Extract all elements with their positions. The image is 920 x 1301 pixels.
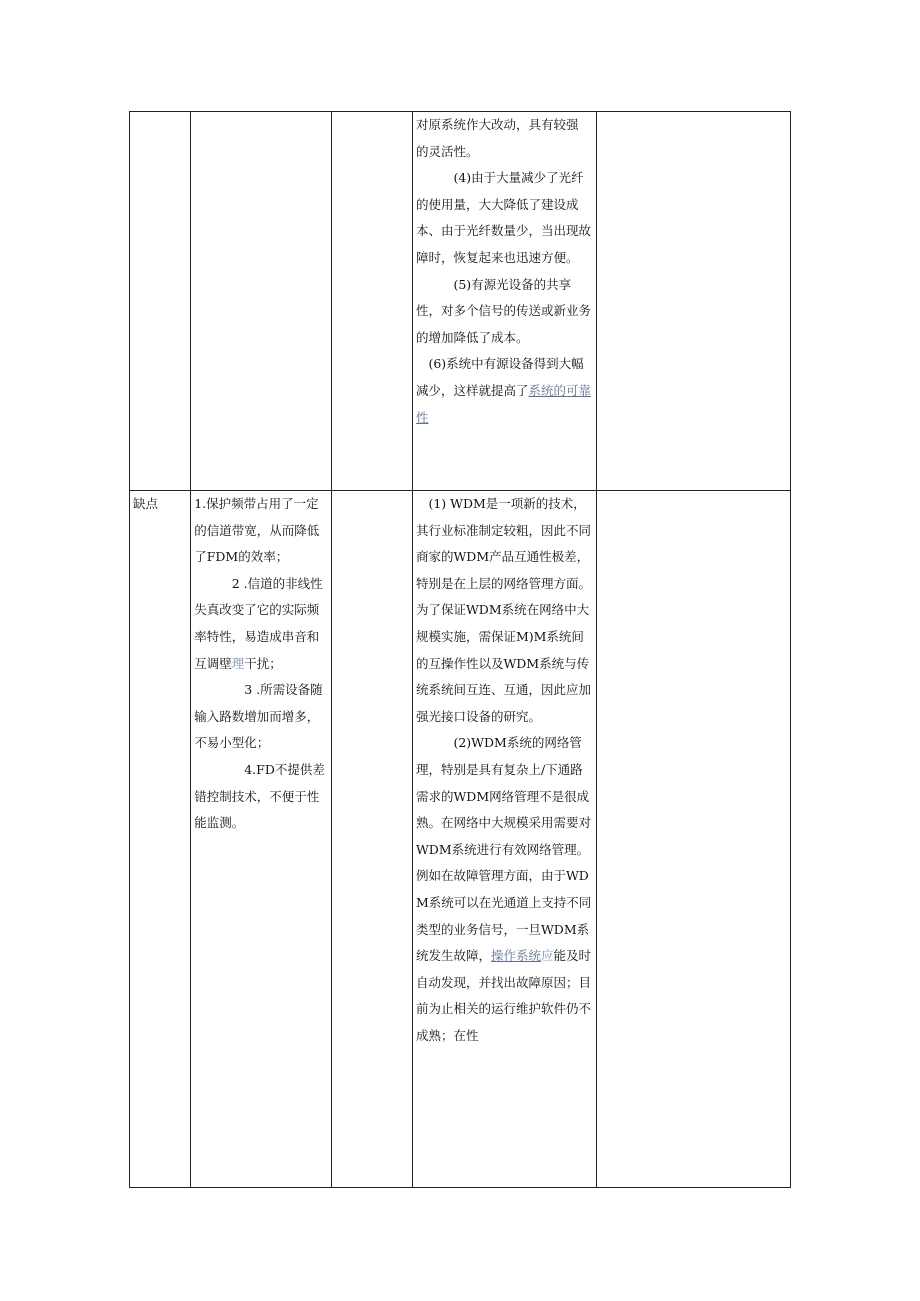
advantage-point-4: (4)由于大量减少了光纤的使用量，大大降低了建设成本、由于光纤数量少，当出现故障时，恢复起来也迅速方便。 [415,170,591,265]
fdm-disadvantage-3: 3 .所需设备随输入路数增加而增多，不易小型化； [194,682,323,751]
table-row-disadvantages [130,491,791,1188]
fdm-disadvantages-cell [191,491,331,1188]
fdm-disadvantage-2-light: 理 [231,655,245,671]
fdm-disadvantage-4: 4.FD不提供差错控制技术，不便于性能监测。 [194,761,325,831]
tdm-cell [331,112,412,491]
tdm-disadvantages-cell [331,491,412,1188]
advantage-line: 的灵活性。 [415,143,479,159]
row-label-cell [130,491,191,1188]
reliability-link[interactable]: 系统的可靠性 [415,382,591,425]
advantage-point-6 [416,351,593,431]
wdm-advantages-cell [412,112,596,491]
advantage-point-6-text: (6)系统中有源设备得到大幅减少，这样就提高了 [415,356,584,398]
row-label-cell [130,112,191,491]
table-row-advantages-continued [130,112,791,491]
fdm-disadvantage-1: 1.保护频带占用了一定的信道带宽，从而降低了FDM的效率； [194,496,320,565]
wdm-disadvantage-2-light: 应 [540,948,554,964]
disadvantages-label: 缺点 [133,496,159,511]
wdm-disadvantage-1: (1) WDM是一项新的技术，其行业标准制定较粗，因此不同商家的WDM产品互通性极差，特别是在上层的网络管理方面。为了保证WDM系统在网络中大规模实施，需保证M)M系统间的互操作性以及WDM系统与传统系统间互连、互通，因此应加强光接口设备的研究。 [415,496,591,724]
wdm-disadvantage-2-text: (2)WDM系统的网络管理，特别是具有复杂上/下通路需求的WDM网络管理不是很成熟。在网络中大规模采用需要对WDM系统进行有效网络管理。例如在故障管理方面，由于WDM系统可以在光通道上支持不同类型的业务信号，一旦WDM系统发生故障， [415,735,592,964]
remarks-cell [596,491,790,1188]
wdm-disadvantages-cell [412,491,596,1188]
advantage-point-5: (5)有源光设备的共享性，对多个信号的传送或新业务的增加降低了成本。 [415,276,591,345]
comparison-table [129,111,791,1188]
advantage-line: 对原系统作大改动，具有较强 [415,117,579,132]
fdm-disadvantage-2-text: 2 .信道的非线性失真改变了它的实际频率特性，易造成串音和互调壁 [194,575,323,671]
remarks-cell [596,112,790,491]
fdm-cell [191,112,331,491]
wdm-disadvantage-2-end: 能及时自动发现，并找出故障原因；目前为止相关的运行维护软件仍不成熟；在性 [415,948,592,1043]
fdm-disadvantage-2 [194,571,327,677]
operating-system-link[interactable]: 操作系统 [490,948,541,964]
fdm-disadvantage-2-end: 干扰； [244,655,282,671]
wdm-disadvantage-2 [416,730,593,1049]
